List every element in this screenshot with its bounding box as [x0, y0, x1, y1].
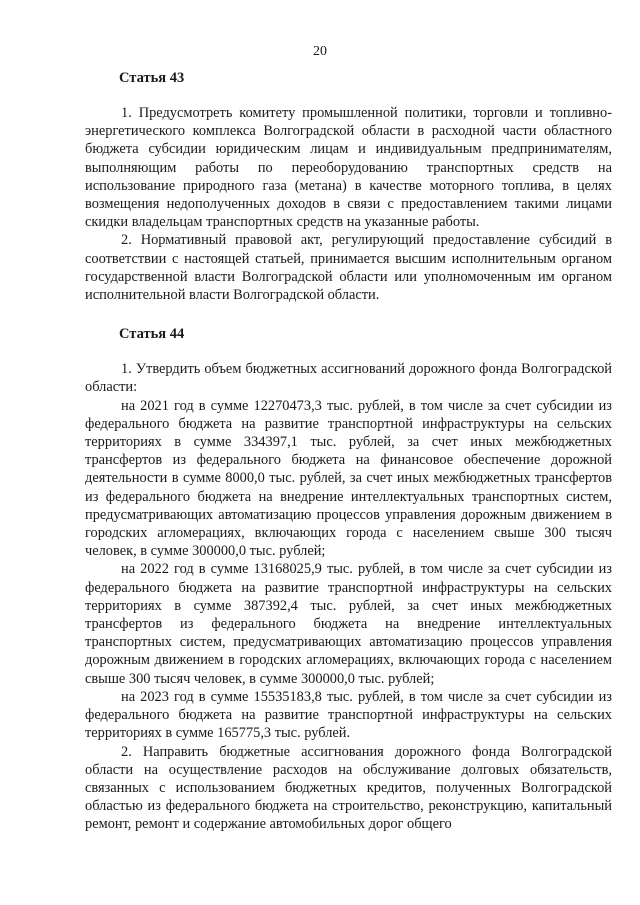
page-number: 20 — [313, 44, 327, 59]
article-44-year-2021: на 2021 год в сумме 12270473,3 тыс. рублей, в том числе за счет субсидии из федерального бюджета на развитие транспортной инфраструктуры на сельских территориях в сумме 334397,1 тыс. рублей, за счет иных межбюджетных трансфертов из федерального бюджета на финансовое обеспечение дорожной деятельности в сумме 8000,0 тыс. рублей, за счет иных межбюджетных трансфертов из федерального бюджета на внедрение интеллектуальных транспортных систем, предусматривающих автоматизацию процессов управления дорожным движением в городских агломерациях, включающих города с населением свыше 300 тысяч человек, в сумме 300000,0 тыс. рублей; — [85, 397, 612, 560]
article-43-paragraph-1: 1. Предусмотреть комитету промышленной политики, торговли и топливно-энергетического комплекса Волгоградской области в расходной части областного бюджета субсидии юридическим лицам и индивидуальным предпринимателям, выполняющим работы по переоборудованию транспортных средств на использование природного газа (метана) в качестве моторного топлива, в целях возмещения недополученных доходов в связи с предоставлением такими лицами скидки владельцам транспортных средств на указанные работы. — [85, 105, 612, 231]
article-44-paragraph-1: 1. Утвердить объем бюджетных ассигнований дорожного фонда Волгоградской области: — [85, 361, 612, 396]
article-44-year-2022: на 2022 год в сумме 13168025,9 тыс. рублей, в том числе за счет субсидии из федерального бюджета на развитие транспортной инфраструктуры на сельских территориях в сумме 387392,4 тыс. рублей, за счет иных межбюджетных трансфертов из федерального бюджета на внедрение интеллектуальных транспортных систем, предусматривающих автоматизацию процессов управления дорожным движением в городских агломерациях, включающих города с населением свыше 300 тысяч человек, в сумме 300000,0 тыс. рублей; — [85, 561, 612, 687]
article-43-heading: Статья 43 — [119, 70, 185, 86]
article-43-paragraph-2: 2. Нормативный правовой акт, регулирующий предоставление субсидий в соответствии с настоящей статьей, принимается высшим исполнительным органом государственной власти Волгоградской области или уполномоченным им органом исполнительной власти Волгоградской области. — [85, 232, 612, 304]
article-44-year-2023: на 2023 год в сумме 15535183,8 тыс. рублей, в том числе за счет субсидии из федерального бюджета на развитие транспортной инфраструктуры на сельских территориях в сумме 165775,3 тыс. рублей. — [85, 688, 612, 742]
article-44-heading: Статья 44 — [119, 326, 185, 343]
document-body — [85, 68, 612, 834]
article-44-paragraph-2: 2. Направить бюджетные ассигнования дорожного фонда Волгоградской области на осуществление расходов на обслуживание долговых обязательств, связанных с использованием бюджетных кредитов, полученных Волгоградской областью из федерального бюджета на строительство, реконструкцию, капитальный ремонт, ремонт и содержание автомобильных дорог общего — [85, 743, 612, 833]
